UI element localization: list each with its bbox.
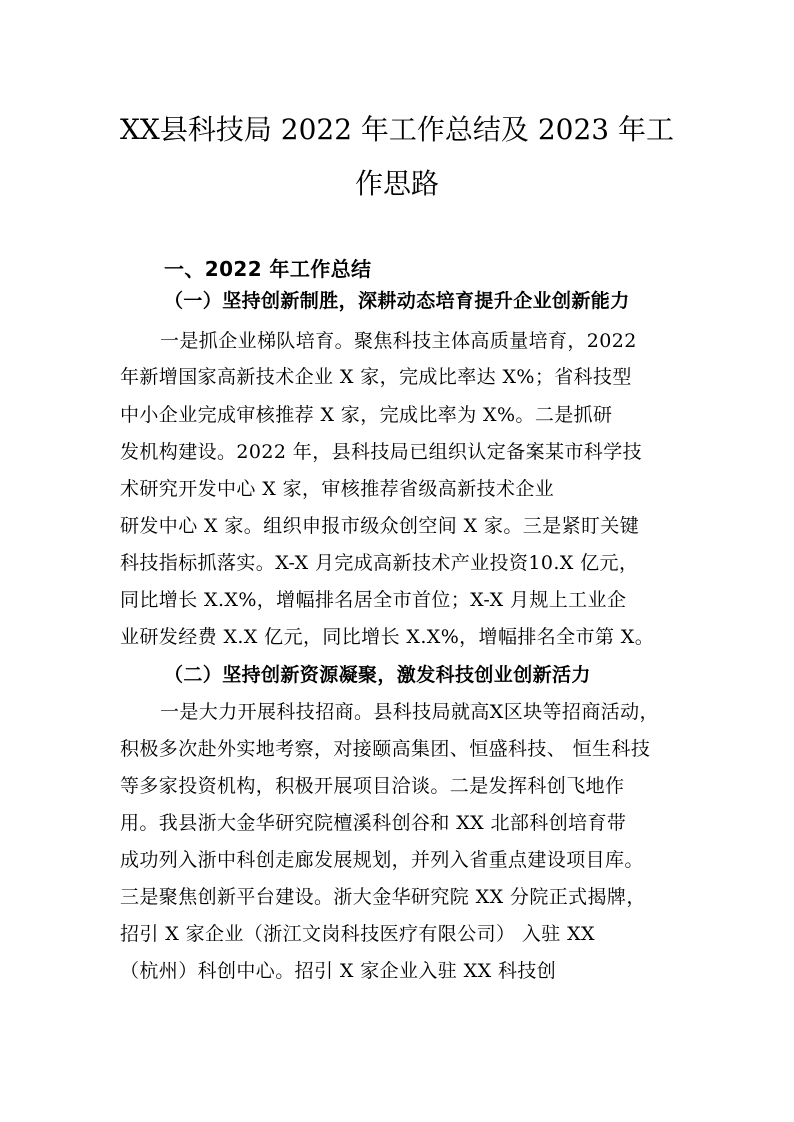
document-title-line2: 作思路: [354, 167, 439, 200]
paragraph-line: 科技指标抓落实。X-X 月完成高新技术产业投资10.X 亿元，: [120, 552, 639, 574]
paragraph-line: 一是抓企业梯队培育。聚焦科技主体高质量培育，2022: [160, 330, 637, 352]
paragraph-line: 积极多次赴外实地考察，对接颐高集团、恒盛科技、 恒生科技: [120, 738, 651, 760]
subsection-heading-1: （一）坚持创新制胜，深耕动态培育提升企业创新能力: [164, 290, 630, 312]
paragraph-line: 招引 X 家企业（浙江文岗科技医疗有限公司） 入驻 XX: [120, 923, 595, 945]
document-title-line1: XX县科技局 2022 年工作总结及 2023 年工: [120, 113, 674, 146]
paragraph-line: 三是聚焦创新平台建设。浙大金华研究院 XX 分院正式揭牌，: [120, 886, 646, 908]
paragraph-line: 等多家投资机构，积极开展项目洽谈。二是发挥科创飞地作: [120, 775, 625, 797]
paragraph-line: 年新增国家高新技术企业 X 家，完成比率达 X%；省科技型: [120, 366, 632, 388]
paragraph-line: 成功列入浙中科创走廊发展规划，并列入省重点建设项目库。: [120, 849, 644, 871]
paragraph-line: 术研究开发中心 X 家，审核推荐省级高新技术企业: [120, 478, 555, 500]
paragraph-line: 一是大力开展科技招商。县科技局就高X区块等招商活动，: [160, 701, 659, 723]
paragraph-line: （杭州）科创中心。招引 X 家企业入驻 XX 科技创: [120, 960, 557, 982]
section-heading: 一、2022 年工作总结: [164, 257, 372, 281]
paragraph-line: 业研发经费 X.X 亿元，同比增长 X.X%，增幅排名全市第 X。: [120, 626, 655, 648]
subsection-heading-2: （二）坚持创新资源凝聚，激发科技创业创新活力: [164, 664, 591, 686]
paragraph-line: 研发中心 X 家。组织申报市级众创空间 X 家。三是紧盯关键: [120, 515, 640, 537]
paragraph-line: 发机构建设。2022 年，县科技局已组织认定备案某市科学技: [120, 441, 642, 463]
paragraph-line: 中小企业完成审核推荐 X 家，完成比率为 X%。二是抓研: [120, 404, 613, 426]
paragraph-line: 同比增长 X.X%，增幅排名居全市首位；X-X 月规上工业企: [120, 589, 627, 611]
paragraph-line: 用。我县浙大金华研究院檀溪科创谷和 XX 北部科创培育带: [120, 812, 627, 834]
